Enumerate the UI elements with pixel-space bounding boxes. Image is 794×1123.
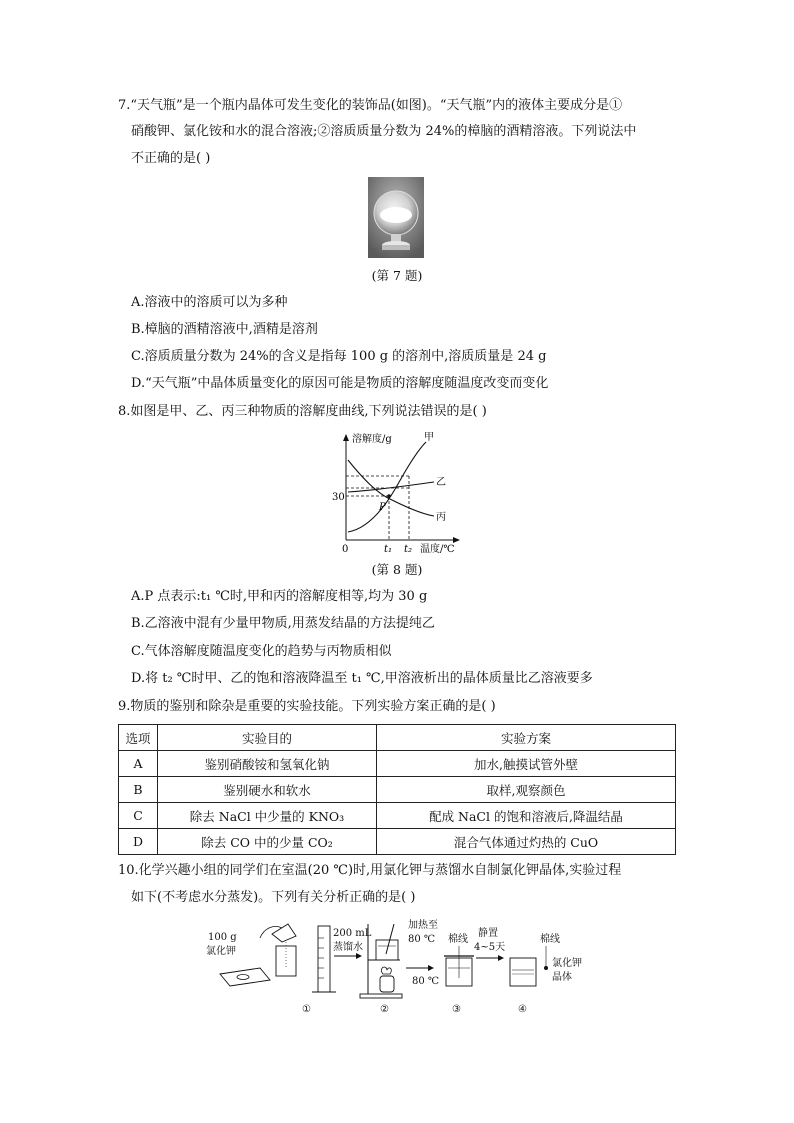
row-a-option: A [119, 751, 158, 777]
series-jia-line [348, 442, 426, 532]
q9-table [118, 724, 676, 855]
origin-label: 0 [342, 544, 349, 554]
rest-label: 静置 [478, 928, 498, 939]
row-d-option: D [119, 829, 158, 855]
q7-option-c: C.溶质质量分数为 24%的含义是指每 100 g 的溶剂中,溶质质量是 24 g [131, 349, 547, 364]
q7-option-a: A.溶液中的溶质可以为多种 [131, 295, 288, 310]
row-c-purpose: 除去 NaCl 中少量的 KNO₃ [158, 803, 377, 829]
row-a-purpose: 鉴别硝酸铵和氢氧化钠 [158, 751, 377, 777]
kcl-label: 氯化钾 [206, 946, 236, 957]
series-jia-label: 甲 [424, 432, 434, 443]
header-option: 选项 [119, 725, 158, 751]
water-label: 蒸馏水 [333, 942, 363, 953]
y-axis-label: 溶解度/g [352, 434, 392, 445]
q7-figure-caption: (第 7 题) [371, 268, 423, 283]
row-b-option: B [119, 777, 158, 803]
graduated-cylinder [318, 926, 330, 992]
q10-stem-line1: 10.化学兴趣小组的同学们在室温(20 ℃)时,用氯化钾与蒸馏水自制氯化钾晶体,实验过程 [118, 863, 622, 878]
point-p-label: P [379, 502, 386, 513]
table-row [119, 829, 676, 855]
header-plan: 实验方案 [377, 725, 676, 751]
q9-stem: 9.物质的鉴别和除杂是重要的实验技能。下列实验方案正确的是( ) [118, 699, 496, 714]
beaker-4 [510, 958, 536, 986]
step-4-label: ④ [518, 1004, 527, 1015]
q8-figure-caption: (第 8 题) [371, 562, 423, 577]
q8-option-a: A.P 点表示:t₁ ℃时,甲和丙的溶解度相等,均为 30 g [131, 589, 428, 604]
row-a-plan: 加水,触摸试管外壁 [377, 751, 676, 777]
crystal-label-2: 晶体 [552, 972, 572, 983]
row-b-purpose: 鉴别硬水和软水 [158, 777, 377, 803]
q7-option-d: D.“天气瓶”中晶体质量变化的原因可能是物质的溶解度随温度改变而变化 [131, 376, 549, 391]
temp-80-label: 80 ℃ [412, 976, 440, 987]
series-yi-label: 乙 [436, 477, 446, 488]
q8-option-d: D.将 t₂ ℃时甲、乙的饱和溶液降温至 t₁ ℃,甲溶液析出的晶体质量比乙溶液要多 [131, 671, 593, 686]
x-axis-label: 温度/℃ [420, 544, 455, 554]
heat-label: 加热至 [408, 920, 438, 931]
heat-temp-label: 80 ℃ [408, 934, 436, 945]
glass-rod [386, 924, 394, 954]
row-b-plan: 取样,观察颜色 [377, 777, 676, 803]
point-p [387, 494, 391, 498]
q7-option-b: B.樟脑的酒精溶液中,酒精是溶剂 [131, 322, 318, 337]
table-row [119, 751, 676, 777]
mass-label: 100 g [208, 932, 237, 943]
rest-days-label: 4~5天 [474, 942, 506, 953]
table-row [119, 803, 676, 829]
row-c-plan: 配成 NaCl 的饱和溶液后,降温结晶 [377, 803, 676, 829]
step-2-label: ② [380, 1004, 389, 1015]
water-volume-label: 200 mL [333, 928, 372, 939]
weighing-paper [220, 968, 270, 986]
series-yi-line [348, 482, 434, 492]
crystal-on-thread [544, 966, 548, 970]
y-tick-30: 30 [332, 492, 345, 503]
weather-bottle-photo [368, 177, 424, 258]
x-axis-arrow [453, 537, 460, 543]
cotton-label-2: 棉线 [540, 934, 560, 945]
header-purpose: 实验目的 [158, 725, 377, 751]
x-tick-t2: t₂ [404, 544, 413, 554]
row-d-purpose: 除去 CO 中的少量 CO₂ [158, 829, 377, 855]
alcohol-flame [381, 967, 391, 974]
q8-option-c: C.气体溶解度随温度变化的趋势与丙物质相似 [131, 644, 392, 659]
q7-stem-line2: 硝酸钾、氯化铵和水的混合溶液;②溶质质量分数为 24%的樟脑的酒精溶液。下列说法中 [131, 124, 637, 139]
step-3-label: ③ [452, 1004, 461, 1015]
cotton-label: 棉线 [448, 934, 468, 945]
step-1-label: ① [302, 1004, 311, 1015]
row-d-plan: 混合气体通过灼热的 CuO [377, 829, 676, 855]
table-header-row [119, 725, 676, 751]
q10-stem-line2: 如下(不考虑水分蒸发)。下列有关分析正确的是( ) [131, 890, 416, 905]
q7-stem-line3: 不正确的是( ) [131, 151, 211, 166]
experiment-process-diagram [200, 916, 600, 1016]
row-c-option: C [119, 803, 158, 829]
q8-stem: 8.如图是甲、乙、丙三种物质的溶解度曲线,下列说法错误的是( ) [118, 404, 487, 419]
crystal-label-1: 氯化钾 [552, 958, 582, 969]
q7-stem-line1: 7.“天气瓶”是一个瓶内晶体可发生变化的装饰品(如图)。“天气瓶”内的液体主要成分是① [118, 98, 623, 113]
q8-option-b: B.乙溶液中混有少量甲物质,用蒸发结晶的方法提纯乙 [131, 616, 435, 631]
x-tick-t1: t₁ [384, 544, 393, 554]
solubility-chart [326, 432, 466, 554]
alcohol-lamp [380, 976, 394, 992]
y-axis-arrow [343, 434, 349, 441]
table-row [119, 777, 676, 803]
series-bing-label: 丙 [436, 512, 446, 523]
